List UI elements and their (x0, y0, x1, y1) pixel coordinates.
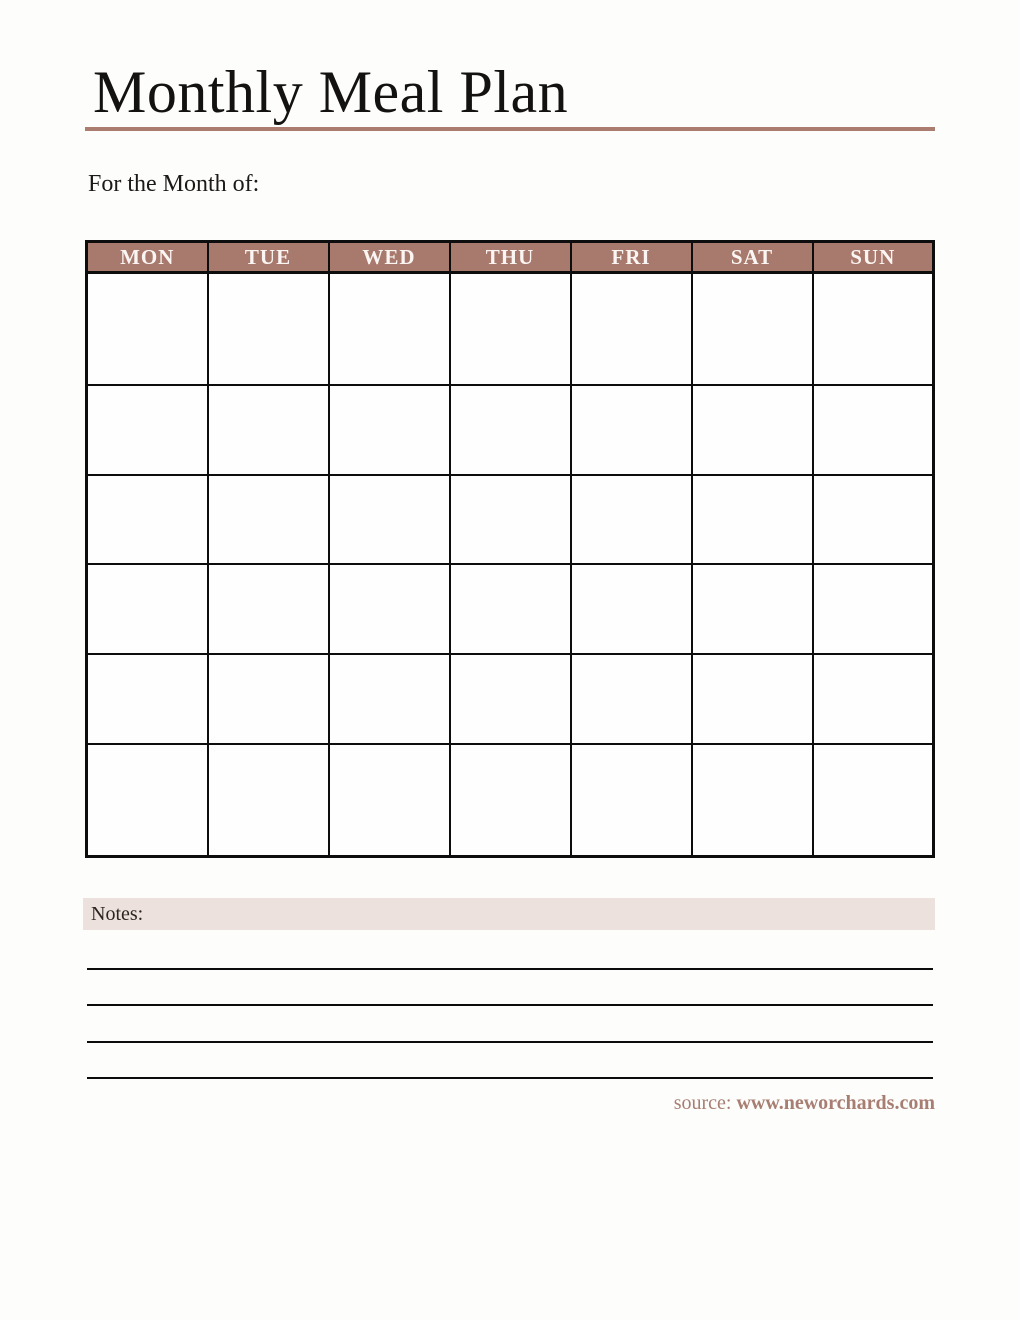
note-ruled-line (87, 1077, 933, 1079)
calendar-cell (692, 273, 813, 385)
calendar-cell (450, 385, 571, 475)
calendar-cell (208, 744, 329, 856)
calendar-cell (571, 385, 692, 475)
calendar-cell (692, 564, 813, 654)
calendar-cell (208, 564, 329, 654)
day-header-sat: SAT (692, 242, 813, 273)
calendar-cell (208, 385, 329, 475)
day-header-mon: MON (87, 242, 208, 273)
calendar-cell (87, 654, 208, 744)
page-title: Monthly Meal Plan (93, 59, 569, 125)
calendar-cell (813, 273, 934, 385)
calendar-cell (450, 475, 571, 565)
title-underline-rule (85, 127, 935, 131)
calendar-row (87, 744, 934, 856)
calendar-cell (571, 475, 692, 565)
note-ruled-line (87, 968, 933, 970)
calendar-cell (87, 273, 208, 385)
calendar-cell (329, 744, 450, 856)
calendar-row (87, 564, 934, 654)
calendar-cell (450, 654, 571, 744)
calendar-row (87, 273, 934, 385)
calendar-row (87, 475, 934, 565)
calendar-cell (813, 475, 934, 565)
calendar-cell (87, 475, 208, 565)
calendar-cell (450, 744, 571, 856)
calendar-header-row (87, 242, 934, 273)
calendar-cell (329, 385, 450, 475)
calendar-cell (571, 654, 692, 744)
calendar-cell (692, 385, 813, 475)
source-site-url: www.neworchards.com (736, 1092, 935, 1114)
month-of-label: For the Month of: (88, 171, 260, 197)
calendar-cell (813, 654, 934, 744)
calendar-cell (87, 385, 208, 475)
calendar-cell (329, 475, 450, 565)
calendar-row (87, 385, 934, 475)
calendar-cell (329, 273, 450, 385)
day-header-thu: THU (450, 242, 571, 273)
calendar-cell (450, 564, 571, 654)
source-credit (674, 1092, 935, 1115)
calendar-cell (450, 273, 571, 385)
calendar-cell (813, 564, 934, 654)
calendar-cell (813, 744, 934, 856)
calendar-cell (329, 564, 450, 654)
calendar-cell (329, 654, 450, 744)
note-ruled-line (87, 1004, 933, 1006)
calendar-cell (813, 385, 934, 475)
notes-band (83, 898, 935, 930)
table-row (87, 242, 934, 273)
calendar-body (87, 273, 934, 857)
calendar-cell (692, 654, 813, 744)
calendar-cell (208, 273, 329, 385)
meal-calendar-table (85, 240, 935, 858)
calendar-cell (692, 475, 813, 565)
day-header-fri: FRI (571, 242, 692, 273)
calendar-cell (208, 654, 329, 744)
day-header-wed: WED (329, 242, 450, 273)
day-header-tue: TUE (208, 242, 329, 273)
calendar-cell (571, 744, 692, 856)
notes-label: Notes: (91, 902, 144, 925)
calendar-cell (692, 744, 813, 856)
calendar-cell (208, 475, 329, 565)
calendar-cell (87, 564, 208, 654)
day-header-sun: SUN (813, 242, 934, 273)
source-prefix: source: (673, 1092, 737, 1114)
calendar-cell (87, 744, 208, 856)
calendar-row (87, 654, 934, 744)
note-ruled-line (87, 1041, 933, 1043)
calendar-cell (571, 273, 692, 385)
calendar-cell (571, 564, 692, 654)
